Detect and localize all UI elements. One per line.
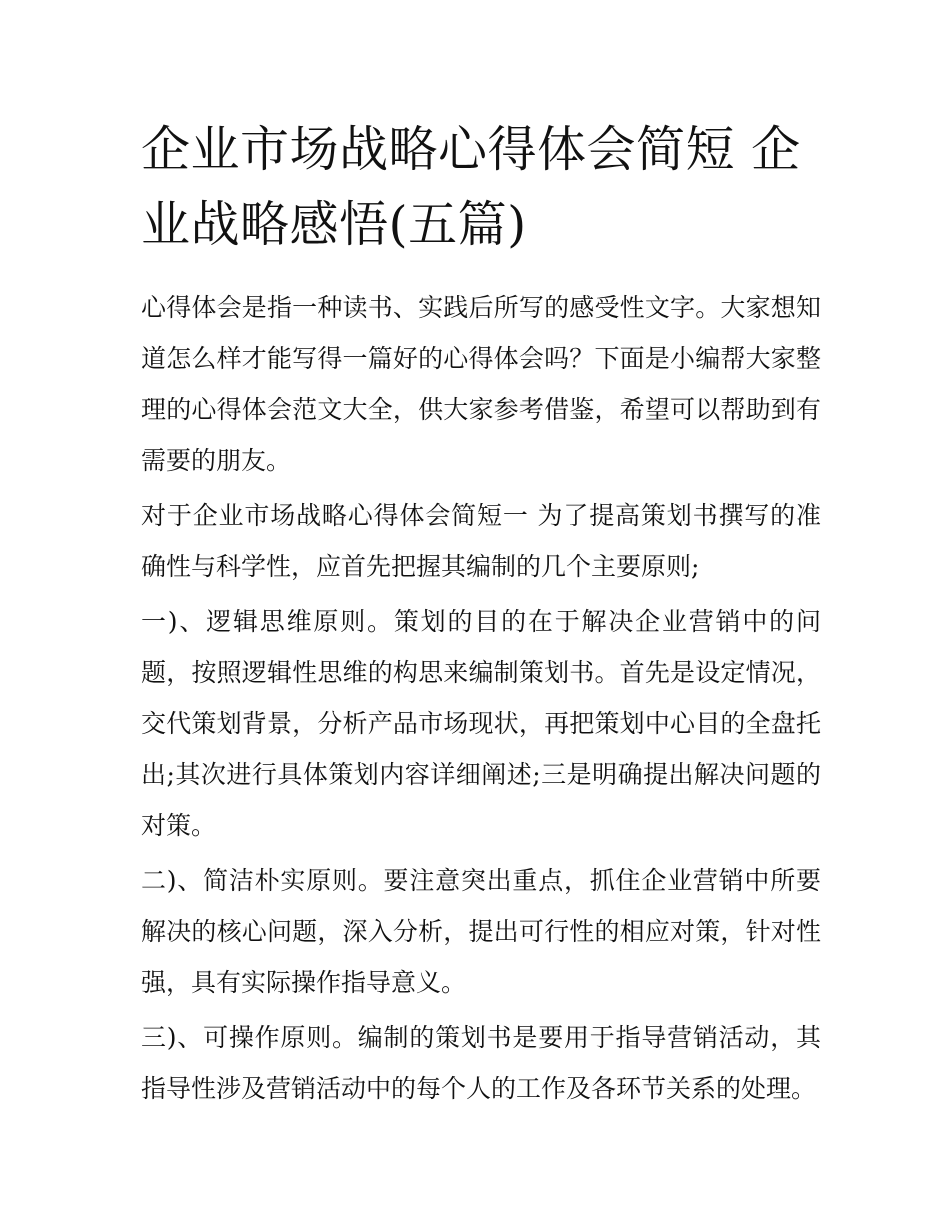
paragraph-operability-principle: 三)、可操作原则。编制的策划书是要用于指导营销活动，其指导性涉及营销活动中的每个人的工作及各环节关系的处理。 [141,1023,821,1103]
paragraph-logic-principle: 一)、逻辑思维原则。策划的目的在于解决企业营销中的问题，按照逻辑性思维的构思来编制策划书。首先是设定情况，交代策划背景，分析产品市场现状，再把策划中心目的全盘托出;其次进行具体策划内容详细阐述;三是明确提出解决问题的对策。 [141,607,821,840]
paragraph-section-one-heading: 对于企业市场战略心得体会简短一 为了提高策划书撰写的准确性与科学性，应首先把握其编制的几个主要原则; [141,501,821,581]
document-title: 企业市场战略心得体会简短 企业战略感悟(五篇) [141,121,801,253]
document-page [141,112,821,1118]
document-body [141,282,821,1114]
paragraph-intro: 心得体会是指一种读书、实践后所写的感受性文字。大家想知道怎么样才能写得一篇好的心得体会吗？下面是小编帮大家整理的心得体会范文大全，供大家参考借鉴，希望可以帮助到有需要的朋友。 [141,293,821,475]
paragraph-simplicity-principle: 二)、简洁朴实原则。要注意突出重点，抓住企业营销中所要解决的核心问题，深入分析，提出可行性的相应对策，针对性强，具有实际操作指导意义。 [141,866,821,997]
